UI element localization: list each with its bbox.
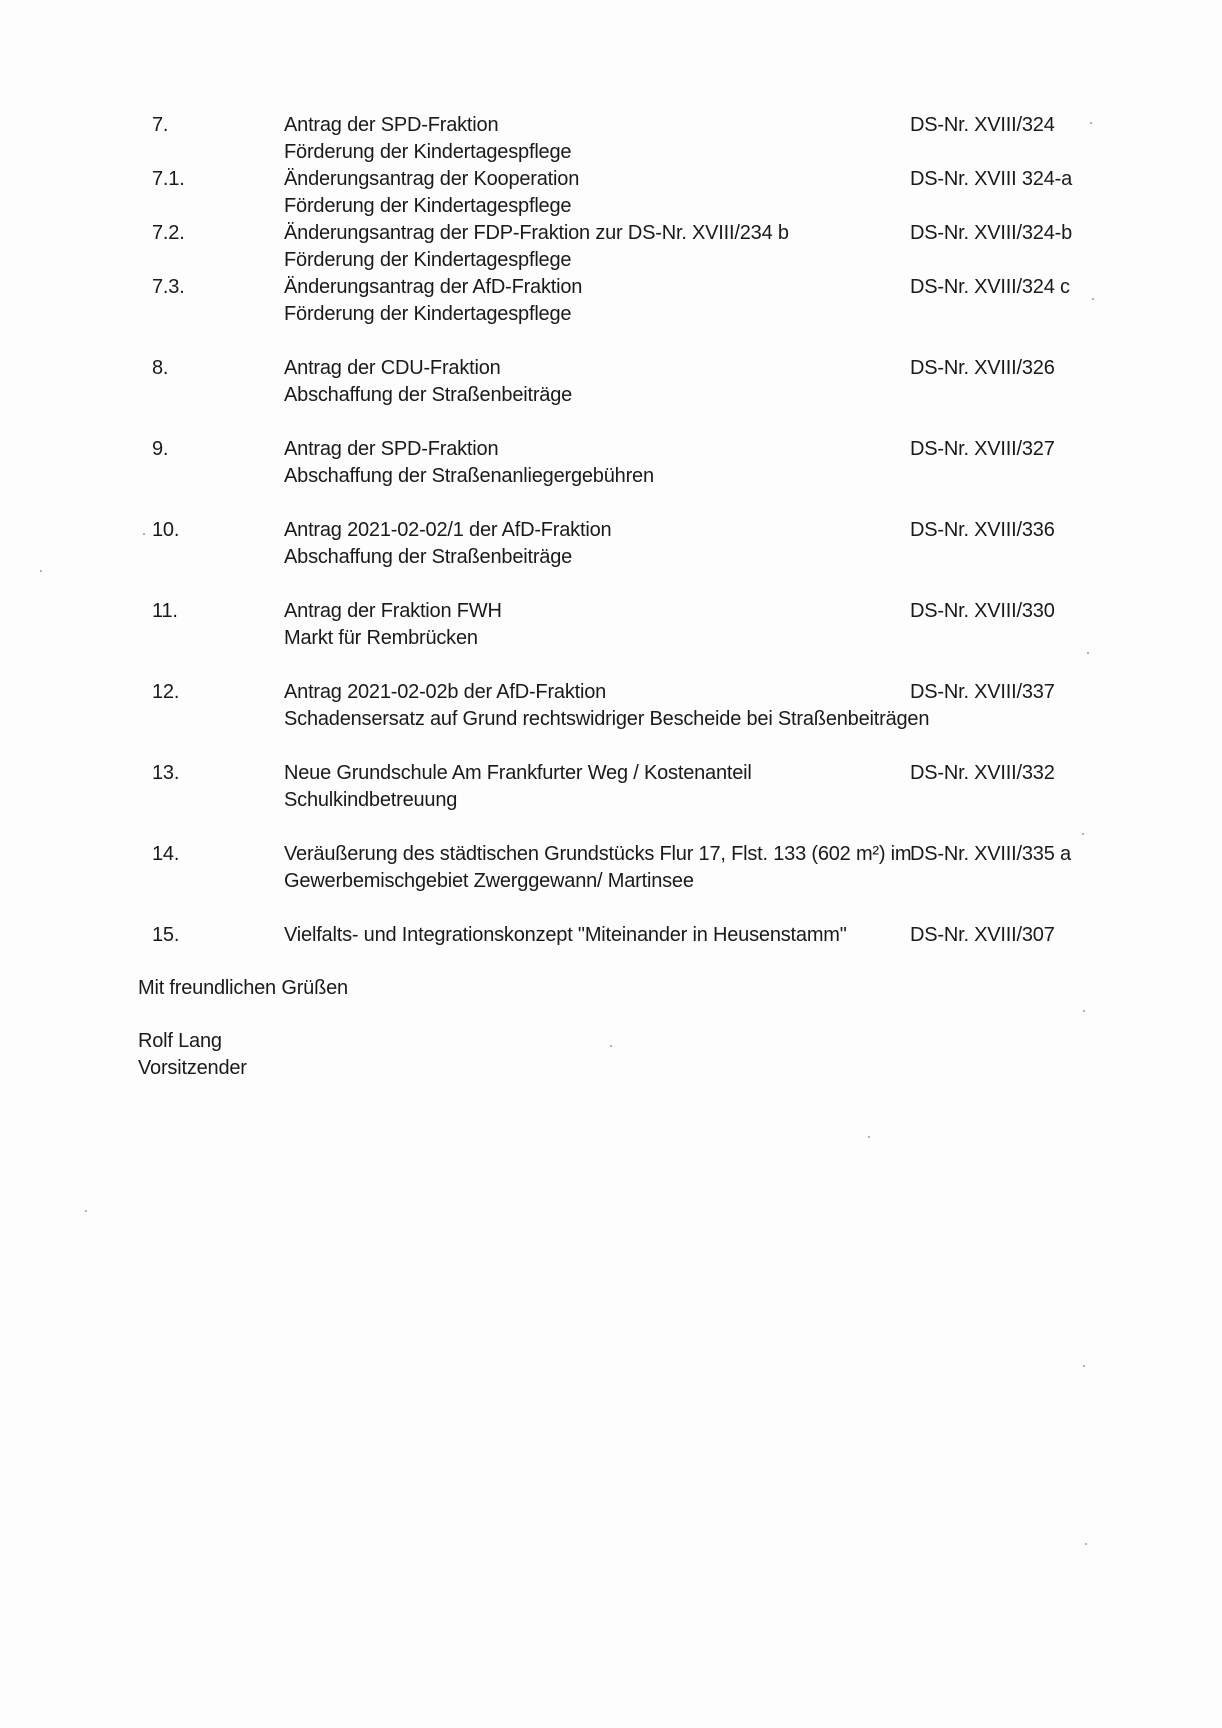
item-reference: DS-Nr. XVIII/336 [910,519,1055,541]
item-subtitle: Förderung der Kindertagespflege [284,195,572,217]
item-subtitle: Förderung der Kindertagespflege [284,303,572,325]
item-subtitle: Abschaffung der Straßenbeiträge [284,546,573,568]
item-title: Änderungsantrag der FDP-Fraktion zur DS-Nr. XVIII/234 b [284,222,789,244]
agenda-item-11 [0,598,1222,652]
item-subtitle: Förderung der Kindertagespflege [284,141,572,163]
item-reference: DS-Nr. XVIII/324 [910,114,1055,136]
spacer [0,571,1222,598]
item-reference: DS-Nr. XVIII/330 [910,600,1055,622]
item-title: Änderungsantrag der Kooperation [284,168,580,190]
item-number: 15. [152,924,180,946]
item-subtitle: Förderung der Kindertagespflege [284,249,572,271]
spacer [0,733,1222,760]
item-number: 11. [152,600,178,622]
agenda-item-15 [0,922,1222,949]
agenda-item-7-3 [0,274,1222,328]
agenda-item-9 [0,436,1222,490]
signatory-role: Vorsitzender [138,1057,247,1079]
item-number: 7.3. [152,276,185,298]
agenda-list [0,112,1222,949]
item-title: Antrag der CDU-Fraktion [284,357,501,379]
signatory-name: Rolf Lang [138,1030,222,1052]
spacer [0,652,1222,679]
item-reference: DS-Nr. XVIII/324-b [910,222,1073,244]
spacer [0,328,1222,355]
item-title: Vielfalts- und Integrationskonzept "Miteinander in Heusenstamm" [284,924,847,946]
item-title: Antrag 2021-02-02/1 der AfD-Fraktion [284,519,612,541]
item-reference: DS-Nr. XVIII/326 [910,357,1055,379]
spacer [0,409,1222,436]
agenda-item-7-1 [0,166,1222,220]
item-number: 13. [152,762,180,784]
agenda-item-14 [0,841,1222,895]
item-title: Änderungsantrag der AfD-Fraktion [284,276,583,298]
agenda-item-7 [0,112,1222,166]
spacer [0,895,1222,922]
spacer [0,814,1222,841]
item-reference: DS-Nr. XVIII/324 c [910,276,1070,298]
item-number: 8. [152,357,169,379]
item-title: Antrag 2021-02-02b der AfD-Fraktion [284,681,607,703]
item-title: Veräußerung des städtischen Grundstücks Flur 17, Flst. 133 (602 m²) im [284,843,912,865]
item-subtitle: Markt für Rembrücken [284,627,478,649]
item-number: 7.2. [152,222,185,244]
item-subtitle: Abschaffung der Straßenbeiträge [284,384,573,406]
item-number: 10. [152,519,180,541]
agenda-item-12 [0,679,1222,733]
item-number: 7. [152,114,169,136]
item-reference: DS-Nr. XVIII/332 [910,762,1055,784]
item-reference: DS-Nr. XVIII/327 [910,438,1055,460]
agenda-item-13 [0,760,1222,814]
agenda-item-7-2 [0,220,1222,274]
item-subtitle: Schulkindbetreuung [284,789,458,811]
item-subtitle: Abschaffung der Straßenanliegergebühren [284,465,654,487]
agenda-item-10 [0,517,1222,571]
item-title: Neue Grundschule Am Frankfurter Weg / Kostenanteil [284,762,752,784]
item-subtitle: Gewerbemischgebiet Zwerggewann/ Martinsee [284,870,694,892]
item-number: 14. [152,843,180,865]
item-reference: DS-Nr. XVIII/335 a [910,843,1071,865]
item-number: 12. [152,681,180,703]
item-title: Antrag der SPD-Fraktion [284,438,499,460]
item-number: 7.1. [152,168,185,190]
closing-greeting: Mit freundlichen Grüßen [138,977,348,999]
item-title: Antrag der SPD-Fraktion [284,114,499,136]
spacer [0,490,1222,517]
item-reference: DS-Nr. XVIII 324-a [910,168,1073,190]
item-subtitle: Schadensersatz auf Grund rechtswidriger Bescheide bei Straßenbeiträgen [284,708,930,730]
item-number: 9. [152,438,169,460]
item-reference: DS-Nr. XVIII/337 [910,681,1055,703]
agenda-item-8 [0,355,1222,409]
item-reference: DS-Nr. XVIII/307 [910,924,1055,946]
item-title: Antrag der Fraktion FWH [284,600,502,622]
